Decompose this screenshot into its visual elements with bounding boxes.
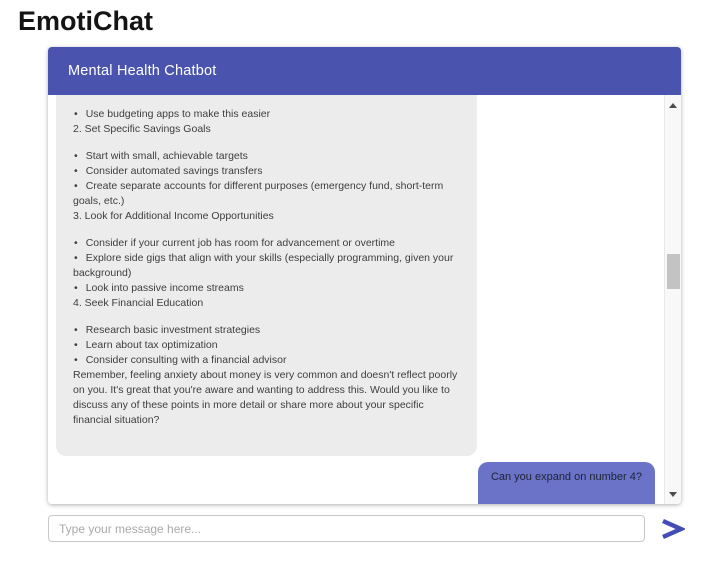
message-input[interactable] bbox=[48, 515, 645, 542]
triangle-down-icon bbox=[669, 492, 677, 497]
send-icon bbox=[658, 518, 685, 540]
scrollbar-down-button[interactable] bbox=[665, 486, 681, 502]
bot-message-block bbox=[73, 323, 463, 428]
bot-message-bullet-line: • Learn about tax optimization bbox=[74, 339, 218, 351]
bot-message-bullet-line: • Explore side gigs that align with your skills (especially programming, given your background) bbox=[73, 252, 454, 279]
chatbot-header bbox=[48, 47, 681, 95]
bot-message-bullet-line: • Research basic investment strategies bbox=[74, 324, 261, 336]
bot-message-block bbox=[73, 236, 463, 311]
bot-message-text-line: 2. Set Specific Savings Goals bbox=[73, 123, 211, 135]
user-message-bubble bbox=[478, 462, 655, 504]
bot-message-text-line: Remember, feeling anxiety about money is very common and doesn't reflect poorly on you. It's great that you're aware and wanting to address this. Would you like to discuss any of these points in more detail or share more about your specific financial situation? bbox=[73, 369, 458, 426]
bullet-icon: • bbox=[74, 180, 78, 192]
bot-message-text-line: 3. Look for Additional Income Opportunities bbox=[73, 210, 274, 222]
bullet-icon: • bbox=[74, 108, 78, 120]
bullet-icon: • bbox=[74, 282, 78, 294]
bot-message-bullet-line: • Consider if your current job has room for advancement or overtime bbox=[74, 237, 395, 249]
bullet-icon: • bbox=[74, 339, 78, 351]
bullet-icon: • bbox=[74, 237, 78, 249]
bot-message-bullet-line: • Use budgeting apps to make this easier bbox=[74, 108, 271, 120]
user-message-text: Can you expand on number 4? bbox=[490, 471, 642, 483]
bullet-icon: • bbox=[74, 150, 78, 162]
chatbot-header-title: Mental Health Chatbot bbox=[68, 63, 217, 79]
bot-message-bullet-line: • Start with small, achievable targets bbox=[74, 150, 248, 162]
bot-message-block bbox=[73, 107, 463, 137]
bot-message-bubble bbox=[56, 95, 477, 456]
chat-message-area bbox=[48, 95, 681, 504]
bot-message-bullet-line: • Look into passive income streams bbox=[74, 282, 244, 294]
bot-message-bullet-line: • Consider consulting with a financial advisor bbox=[74, 354, 287, 366]
composer bbox=[48, 515, 713, 542]
bullet-icon: • bbox=[74, 252, 78, 264]
chat-scrollbar[interactable] bbox=[664, 95, 681, 504]
bullet-icon: • bbox=[74, 165, 78, 177]
scrollbar-up-button[interactable] bbox=[665, 97, 681, 113]
bot-message-block bbox=[73, 149, 463, 224]
scrollbar-thumb[interactable] bbox=[667, 254, 680, 289]
triangle-up-icon bbox=[669, 103, 677, 108]
bullet-icon: • bbox=[74, 324, 78, 336]
bot-message-bullet-line: • Create separate accounts for different purposes (emergency fund, short-term goals, etc.) bbox=[73, 180, 444, 207]
app-title: EmotiChat bbox=[18, 6, 153, 36]
chatbot-card bbox=[48, 47, 681, 504]
send-button[interactable] bbox=[658, 518, 685, 540]
bot-message-bullet-line: • Consider automated savings transfers bbox=[74, 165, 263, 177]
bullet-icon: • bbox=[74, 354, 78, 366]
bot-message-text-line: 4. Seek Financial Education bbox=[73, 297, 204, 309]
